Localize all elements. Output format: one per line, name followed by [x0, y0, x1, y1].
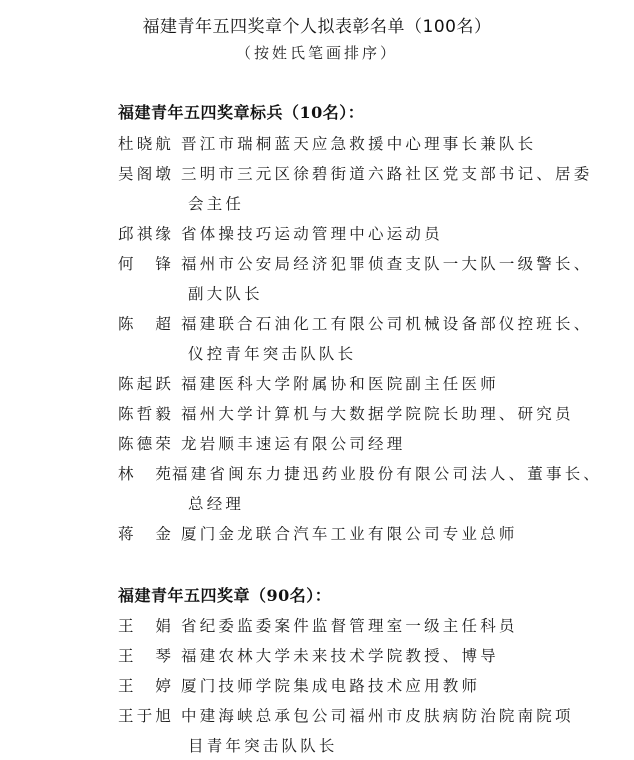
document-title: 福建青年五四奖章个人拟表彰名单（100名）	[142, 17, 492, 37]
person-title-continued: 副大队长	[188, 285, 263, 303]
person-title: 中建海峡总承包公司福州市皮肤病防治院南院项	[181, 707, 574, 725]
list-item	[118, 522, 518, 544]
person-title: 福州大学计算机与大数据学院院长助理、研究员	[181, 405, 574, 423]
person-name: 陈 超	[118, 315, 175, 333]
list-item	[118, 704, 574, 726]
section-heading-biaobing: 福建青年五四奖章标兵（10名）：	[118, 103, 365, 122]
person-name: 林 苑	[118, 465, 175, 483]
list-item	[118, 462, 602, 484]
list-item	[118, 674, 480, 696]
section-heading-jiangzhang: 福建青年五四奖章（90名）：	[118, 586, 332, 605]
document-subtitle: （按姓氏笔画排序）	[235, 44, 398, 62]
person-title: 省纪委监委案件监督管理室一级主任科员	[181, 617, 518, 635]
list-item	[118, 614, 518, 636]
person-title-continued: 总经理	[188, 495, 245, 513]
list-item	[118, 132, 536, 154]
person-name: 陈德荣	[118, 435, 175, 453]
list-item	[118, 372, 499, 394]
person-name: 王于旭	[118, 707, 175, 725]
person-title: 龙岩顺丰速运有限公司经理	[181, 435, 406, 453]
person-name: 蒋 金	[118, 525, 175, 543]
person-title: 三明市三元区徐碧街道六路社区党支部书记、居委	[181, 165, 593, 183]
person-name: 陈哲毅	[118, 405, 175, 423]
person-name: 吴阁墩	[118, 165, 175, 183]
person-title-continued: 目青年突击队队长	[188, 737, 338, 755]
person-name: 王 琴	[118, 647, 175, 665]
person-title-continued: 会主任	[188, 195, 245, 213]
person-name: 邱祺缘	[118, 225, 175, 243]
list-item	[118, 402, 574, 424]
person-title: 福建医科大学附属协和医院副主任医师	[181, 375, 499, 393]
list-item	[118, 312, 592, 334]
person-name: 杜晓航	[118, 135, 175, 153]
person-title: 省体操技巧运动管理中心运动员	[181, 225, 443, 243]
person-title: 福建联合石油化工有限公司机械设备部仪控班长、	[181, 315, 593, 333]
person-title: 福建农林大学未来技术学院教授、博导	[181, 647, 499, 665]
person-title: 厦门金龙联合汽车工业有限公司专业总师	[181, 525, 518, 543]
person-title: 晋江市瑞桐蓝天应急救援中心理事长兼队长	[181, 135, 537, 153]
list-item	[118, 162, 592, 184]
person-name: 王 娟	[118, 617, 175, 635]
person-title: 福建省闽东力捷迅药业股份有限公司法人、董事长、	[172, 465, 603, 483]
person-title: 厦门技师学院集成电路技术应用教师	[181, 677, 481, 695]
person-title-continued: 仪控青年突击队队长	[188, 345, 357, 363]
person-name: 何 锋	[118, 255, 175, 273]
list-item	[118, 432, 405, 454]
list-item	[118, 644, 499, 666]
person-name: 王 婷	[118, 677, 175, 695]
list-item	[118, 222, 443, 244]
person-title: 福州市公安局经济犯罪侦查支队一大队一级警长、	[181, 255, 593, 273]
list-item	[118, 252, 592, 274]
person-name: 陈起跃	[118, 375, 175, 393]
